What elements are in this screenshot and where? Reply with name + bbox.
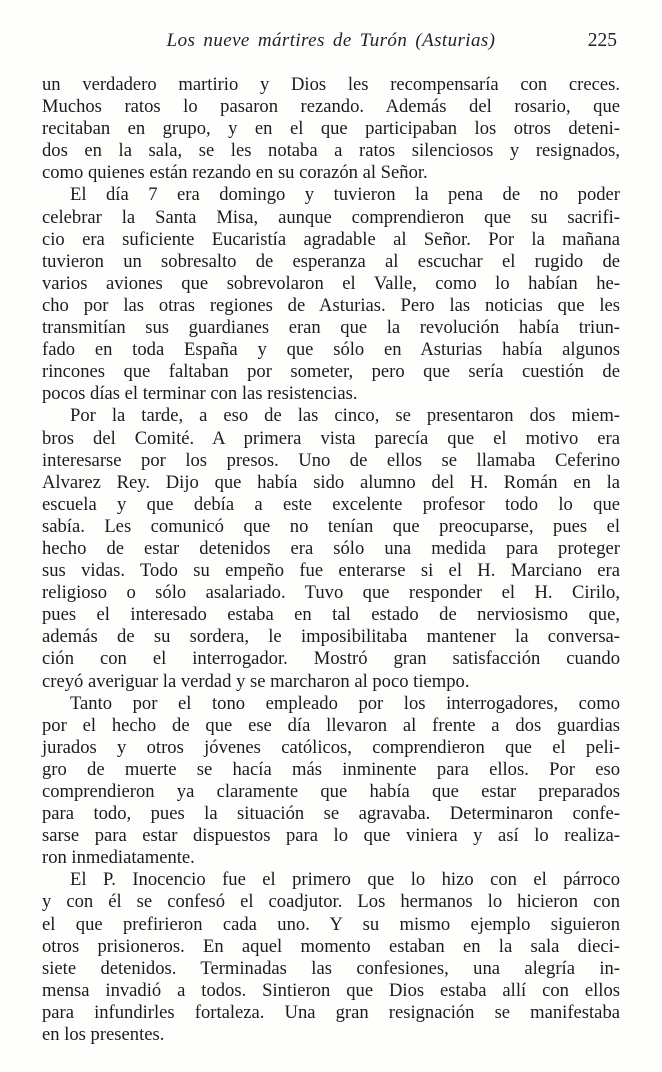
text-line: para todo, pues la situación se agravaba. Determinaron confe- [42,803,620,825]
text-line: siete detenidos. Terminadas las confesiones, una alegría in- [42,957,620,979]
text-line: cio era suficiente Eucaristía agradable al Señor. Por la mañana [42,228,620,250]
text-line: religioso o sólo asalariado. Tuvo que responder el H. Cirilo, [42,582,620,604]
text-line: sabía. Les comunicó que no tenían que preocuparse, pues el [42,515,620,537]
text-line: fado en toda España y que sólo en Asturias había algunos [42,339,620,361]
text-line: varios aviones que sobrevolaron el Valle, como lo habían he- [42,272,620,294]
text-line: dos en la sala, se les notaba a ratos silenciosos y resignados, [42,140,620,162]
text-line: cho por las otras regiones de Asturias. Pero las noticias que les [42,294,620,316]
text-line: jurados y otros jóvenes católicos, comprendieron que el peli- [42,736,620,758]
paragraph [42,693,620,870]
text-line: pues el interesado estaba en tal estado de nerviosismo que, [42,604,620,626]
text-line: creyó averiguar la verdad y se marcharon al poco tiempo. [42,670,470,692]
text-line: recitaban en grupo, y en el que participaban los otros deteni- [42,118,620,140]
text-line: celebrar la Santa Misa, aunque comprendieron que su sacrifi- [42,206,620,228]
text-line: comprendieron ya claramente que había que estar preparados [42,781,620,802]
text-line: Alvarez Rey. Dijo que había sido alumno del H. Román en la [42,471,620,493]
running-title: Los nueve mártires de Turón (Asturias) [166,30,496,51]
text-line: rincones que faltaban por someter, pero que sería cuestión de [42,361,620,383]
paragraph [42,184,620,405]
text-line: tuvieron un sobresalto de esperanza al escuchar el rugido de [42,250,620,272]
text-line: gro de muerte se hacía más inminente para ellos. Por eso [42,758,620,780]
paragraph [42,74,620,184]
text-line: mensa invadió a todos. Sintieron que Dios estaba allí con ellos [42,979,620,1001]
text-line: sus vidas. Todo su empeño fue enterarse si el H. Marciano era [42,560,620,582]
paragraph [42,869,620,1046]
text-line: un verdadero martirio y Dios les recompensaría con creces. [42,74,620,95]
text-line: transmitían sus guardianes eran que la revolución había triun- [42,317,620,339]
text-line: para infundirles fortaleza. Una gran resignación se manifestaba [42,1001,620,1023]
text-line: ron inmediatamente. [42,847,195,869]
page-body [42,74,620,1046]
text-line: sarse para estar dispuestos para lo que viniera y así lo realiza- [42,825,620,847]
text-line: Tanto por el tono empleado por los interrogadores, como [70,692,620,714]
text-line: por el hecho de que ese día llevaron al frente a dos guardias [42,714,620,736]
text-line: como quienes están rezando en su corazón al Señor. [42,162,428,184]
text-line: bros del Comité. A primera vista parecía que el motivo era [42,427,620,449]
paragraph [42,405,620,692]
text-line: Por la tarde, a eso de las cinco, se presentaron dos miem- [70,405,620,427]
text-line: hecho de estar detenidos era sólo una medida para proteger [42,537,620,559]
text-line: y con él se confesó el coadjutor. Los hermanos lo hicieron con [42,891,620,913]
text-line: en los presentes. [42,1024,165,1046]
page-header [42,30,620,54]
text-line: El día 7 era domingo y tuvieron la pena de no poder [70,184,620,206]
text-line: interesarse por los presos. Uno de ellos se llamaba Ceferino [42,449,620,471]
text-line: Muchos ratos lo pasaron rezando. Además del rosario, que [42,96,620,118]
text-line: escuela y que debía a este excelente profesor todo lo que [42,493,620,515]
page-number: 225 [587,30,617,51]
text-line: El P. Inocencio fue el primero que lo hizo con el párroco [70,869,620,891]
text-line: ción con el interrogador. Mostró gran satisfacción cuando [42,648,620,670]
text-line: el que prefirieron cada uno. Y su mismo ejemplo siguieron [42,913,620,935]
text-line: pocos días el terminar con las resistencias. [42,383,358,405]
text-line: además de su sordera, le imposibilitaba mantener la conversa- [42,626,620,648]
text-line: otros prisioneros. En aquel momento estaban en la sala dieci- [42,935,620,957]
